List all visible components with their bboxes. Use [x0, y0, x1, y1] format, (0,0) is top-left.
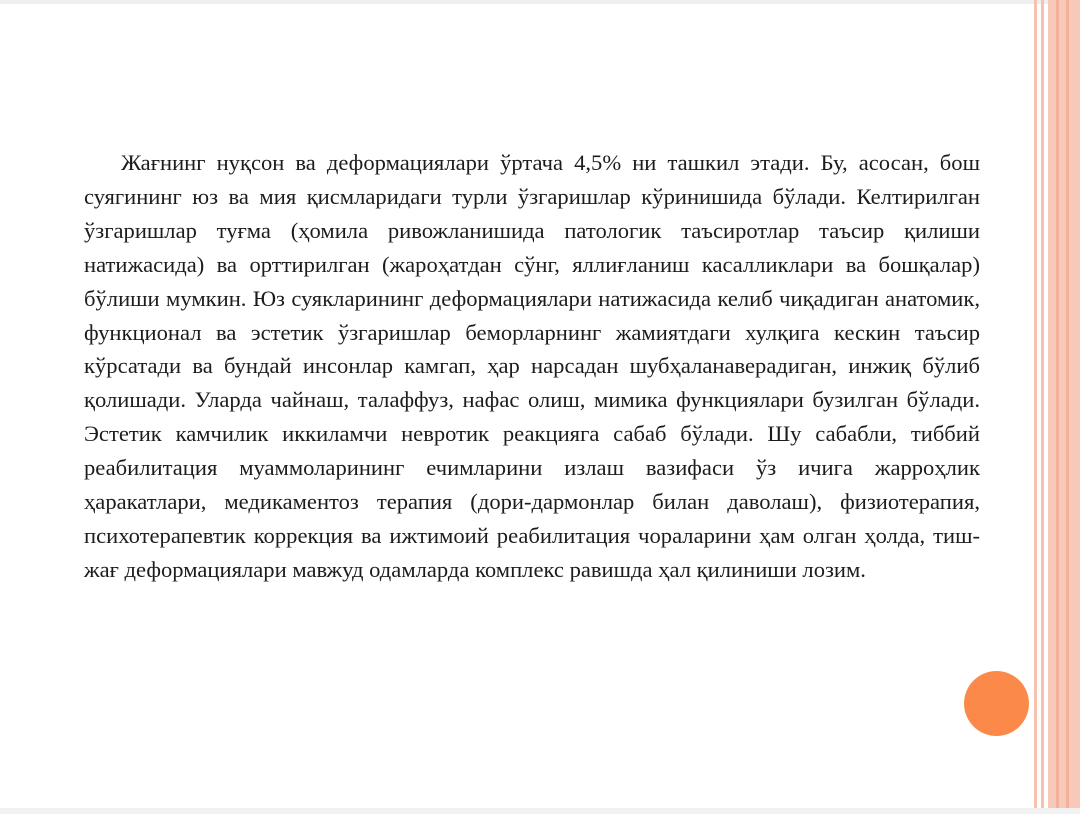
- stripe: [1056, 0, 1059, 814]
- top-border: [0, 0, 1080, 4]
- orange-circle-decoration: [964, 671, 1029, 736]
- right-stripes-decoration: [1034, 0, 1080, 814]
- bottom-border: [0, 808, 1080, 814]
- stripe: [1066, 0, 1069, 814]
- stripe: [1034, 0, 1037, 814]
- body-paragraph: Жағнинг нуқсон ва деформациялари ўртача 4,5% ни ташкил этади. Бу, асосан, бош суягининг юз ва мия қисмларидаги турли ўзгаришлар кўринишида бўлади. Келтирилган ўзгаришлар туғма (ҳомила ривожланишида патологик таъсиротлар таъсир қилиши натижасида) ва орттирилган (жароҳатдан сўнг, яллиғланиш касалликлари ва бошқалар) бўлиши мумкин. Юз суякларининг деформациялари натижасида келиб чиқадиган анатомик, функционал ва эстетик ўзгаришлар беморларнинг жамиятдаги хулқига кескин таъсир кўрсатади ва бундай инсонлар камгап, ҳар нарсадан шубҳаланаверадиган, инжиқ бўлиб қолишади. Уларда чайнаш, талаффуз, нафас олиш, мимика функциялари бузилган бўлади. Эстетик камчилик иккиламчи невротик реакцияга сабаб бўлади. Шу сабабли, тиббий реабилитация муаммоларининг ечимларини излаш вазифаси ўз ичига жарроҳлик ҳаракатлари, медикаментоз терапия (дори-дармонлар билан даволаш), физиотерапия, психотерапевтик коррекция ва ижтимоий реабилитация чораларини ҳам олган ҳолда, тиш-жағ деформациялари мавжуд одамларда комплекс равишда ҳал қилиниши лозим.: [84, 150, 980, 582]
- stripe: [1041, 0, 1044, 814]
- stripe: [1048, 0, 1080, 814]
